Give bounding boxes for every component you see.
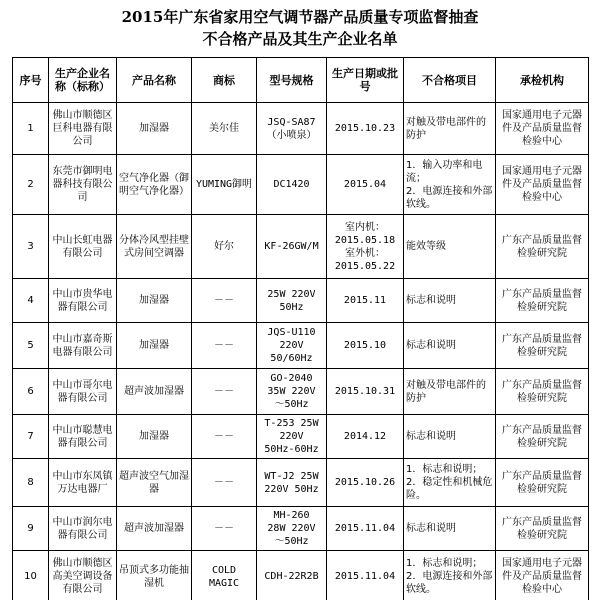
- cell-index: [13, 551, 49, 600]
- cell-date-text: 2015.11.04: [334, 571, 396, 582]
- cell-brand-text: －－: [214, 295, 234, 306]
- cell-company-text: 中山市东凤镇万达电器厂: [52, 470, 113, 495]
- table-row: [13, 215, 589, 279]
- cell-date-text: 2015.04: [343, 179, 387, 190]
- cell-date-text: 2015.10: [343, 340, 387, 351]
- cell-model-text: GO-2040 35W 220V ～50Hz: [267, 373, 316, 410]
- cell-date: [327, 415, 404, 459]
- header-cell: 生产日期或批号: [327, 58, 404, 103]
- cell-model-text: KF-26GW/M: [264, 241, 319, 252]
- cell-date: [327, 369, 404, 415]
- cell-company-text: 中山市润尔电器有限公司: [52, 516, 113, 541]
- cell-product: [117, 459, 192, 507]
- header-cell: 型号规格: [257, 58, 327, 103]
- cell-brand: [192, 103, 257, 155]
- cell-lab-text: 国家通用电子元器件及产品质量监督检验中心: [502, 166, 582, 203]
- table-row: [13, 369, 589, 415]
- cell-date: [327, 551, 404, 600]
- cell-product: [117, 279, 192, 323]
- header-cell: 不合格项目: [404, 58, 496, 103]
- table-row: [13, 103, 589, 155]
- cell-product-text: 吊顶式多功能抽湿机: [119, 564, 189, 589]
- cell-brand-text: YUMING御明: [195, 179, 253, 190]
- cell-brand: [192, 323, 257, 369]
- cell-index-text: 8: [27, 477, 34, 488]
- cell-product-text: 加湿器: [139, 340, 169, 351]
- cell-company-text: 东莞市御明电器科技有限公司: [52, 166, 113, 203]
- cell-defect-text: 标志和说明: [406, 340, 456, 351]
- cell-product-text: 空气净化器（御明空气净化器）: [119, 172, 189, 197]
- cell-index-text: 10: [24, 571, 37, 582]
- cell-defect: [404, 155, 496, 215]
- cell-company: [49, 103, 117, 155]
- cell-model-text: WT-J2 25W 220V 50Hz: [264, 470, 319, 495]
- cell-company: [49, 369, 117, 415]
- cell-company-text: 中山市聪慧电器有限公司: [52, 424, 113, 449]
- cell-lab: [496, 103, 589, 155]
- header-cell: 承检机构: [496, 58, 589, 103]
- cell-product-text: 超声波加湿器: [124, 386, 184, 397]
- cell-product: [117, 415, 192, 459]
- cell-company: [49, 507, 117, 551]
- cell-model: [257, 415, 327, 459]
- cell-brand-text: －－: [214, 477, 234, 488]
- cell-company: [49, 415, 117, 459]
- cell-brand: [192, 215, 257, 279]
- title-line-2: 不合格产品及其生产企业名单: [202, 30, 398, 48]
- cell-brand: [192, 155, 257, 215]
- cell-model: [257, 507, 327, 551]
- cell-product: [117, 507, 192, 551]
- cell-product-text: 超声波空气加湿器: [119, 470, 189, 495]
- cell-defect-text: 1．输入功率和电流； 2．电源连接和外部软线。: [406, 159, 493, 210]
- cell-index: [13, 155, 49, 215]
- cell-product: [117, 551, 192, 600]
- cell-index-text: 9: [27, 523, 34, 534]
- cell-company: [49, 323, 117, 369]
- header-cell: 产品名称: [117, 58, 192, 103]
- cell-defect-text: 标志和说明: [406, 523, 456, 534]
- cell-lab-text: 广东产品质量监督检验研究院: [502, 424, 582, 449]
- cell-index-text: 1: [27, 123, 34, 134]
- cell-company: [49, 459, 117, 507]
- table-row: [13, 551, 589, 600]
- cell-model: [257, 323, 327, 369]
- cell-product-text: 分体冷风型挂壁式房间空调器: [119, 234, 189, 259]
- cell-index: [13, 279, 49, 323]
- cell-lab-text: 国家通用电子元器件及产品质量监督检验中心: [502, 110, 582, 147]
- cell-product: [117, 323, 192, 369]
- cell-date-text: 2015.10.31: [334, 386, 396, 397]
- table-row: [13, 415, 589, 459]
- cell-product-text: 超声波加湿器: [124, 523, 184, 534]
- cell-product: [117, 103, 192, 155]
- cell-lab-text: 广东产品质量监督检验研究院: [502, 470, 582, 495]
- cell-index: [13, 103, 49, 155]
- cell-defect: [404, 103, 496, 155]
- cell-date-text: 2015.10.23: [334, 123, 396, 134]
- cell-defect-text: 对触及带电部件的防护: [406, 379, 486, 404]
- cell-brand-text: －－: [214, 523, 234, 534]
- nonconforming-products-table: [12, 57, 589, 600]
- cell-lab-text: 广东产品质量监督检验研究院: [502, 333, 582, 358]
- cell-brand: [192, 369, 257, 415]
- table-row: [13, 323, 589, 369]
- cell-product: [117, 155, 192, 215]
- cell-lab-text: 广东产品质量监督检验研究院: [502, 516, 582, 541]
- cell-lab: [496, 279, 589, 323]
- cell-index-text: 3: [27, 241, 34, 252]
- cell-lab-text: 广东产品质量监督检验研究院: [502, 234, 582, 259]
- cell-defect-text: 对触及带电部件的防护: [406, 116, 486, 141]
- cell-index-text: 6: [27, 386, 34, 397]
- cell-lab: [496, 369, 589, 415]
- cell-index: [13, 323, 49, 369]
- cell-defect: [404, 551, 496, 600]
- cell-lab: [496, 507, 589, 551]
- cell-product: [117, 369, 192, 415]
- cell-company-text: 佛山市顺德区巨科电器有限公司: [52, 110, 113, 147]
- cell-date: [327, 155, 404, 215]
- cell-defect: [404, 323, 496, 369]
- cell-defect-text: 能效等级: [406, 241, 446, 252]
- cell-date: [327, 279, 404, 323]
- cell-defect-text: 标志和说明: [406, 431, 456, 442]
- header-cell: 生产企业名称（标称）: [49, 58, 117, 103]
- cell-defect-text: 1．标志和说明； 2．稳定性和机械危险。: [406, 464, 493, 501]
- cell-lab: [496, 215, 589, 279]
- cell-defect-text: 标志和说明: [406, 295, 456, 306]
- cell-company-text: 中山长虹电器有限公司: [52, 234, 113, 259]
- cell-defect: [404, 369, 496, 415]
- cell-product-text: 加湿器: [139, 123, 169, 134]
- cell-product-text: 加湿器: [139, 431, 169, 442]
- table-header-row: [13, 58, 589, 103]
- cell-brand-text: －－: [214, 386, 234, 397]
- cell-date: [327, 215, 404, 279]
- cell-date-text: 室内机： 2015.05.18 室外机： 2015.05.22: [334, 221, 396, 272]
- cell-brand-text: COLD MAGIC: [208, 564, 240, 589]
- cell-company: [49, 551, 117, 600]
- cell-lab: [496, 323, 589, 369]
- cell-brand-text: 美尔佳: [209, 123, 239, 134]
- cell-model-text: MH-260 28W 220V ～50Hz: [267, 510, 316, 547]
- cell-defect: [404, 459, 496, 507]
- cell-lab-text: 国家通用电子元器件及产品质量监督检验中心: [502, 558, 582, 595]
- cell-model: [257, 279, 327, 323]
- cell-model-text: JQS-U110 220V 50/60Hz: [267, 327, 316, 364]
- header-cell: 序号: [13, 58, 49, 103]
- cell-brand: [192, 415, 257, 459]
- cell-company-text: 中山市嘉奇斯电器有限公司: [52, 333, 113, 358]
- cell-index-text: 5: [27, 340, 34, 351]
- cell-index-text: 4: [27, 295, 34, 306]
- cell-index-text: 7: [27, 431, 34, 442]
- cell-lab-text: 广东产品质量监督检验研究院: [502, 288, 582, 313]
- cell-company-text: 中山市贵华电器有限公司: [52, 288, 113, 313]
- cell-date-text: 2015.11: [343, 295, 387, 306]
- cell-model-text: JSQ-SA87 （小喷泉）: [266, 116, 317, 141]
- table-row: [13, 155, 589, 215]
- cell-brand: [192, 459, 257, 507]
- cell-company: [49, 279, 117, 323]
- cell-model: [257, 551, 327, 600]
- cell-lab: [496, 155, 589, 215]
- cell-model: [257, 215, 327, 279]
- cell-product: [117, 215, 192, 279]
- table-row: [13, 459, 589, 507]
- cell-company: [49, 155, 117, 215]
- cell-model: [257, 103, 327, 155]
- cell-defect: [404, 507, 496, 551]
- cell-brand: [192, 279, 257, 323]
- cell-index: [13, 459, 49, 507]
- cell-date: [327, 507, 404, 551]
- cell-lab: [496, 415, 589, 459]
- cell-model-text: CDH-22R2B: [264, 571, 319, 582]
- table-row: [13, 279, 589, 323]
- cell-defect: [404, 215, 496, 279]
- cell-date: [327, 459, 404, 507]
- cell-brand-text: －－: [214, 431, 234, 442]
- cell-brand-text: －－: [214, 340, 234, 351]
- cell-defect: [404, 415, 496, 459]
- cell-date-text: 2014.12: [343, 431, 387, 442]
- cell-defect-text: 1．标志和说明； 2．电源连接和外部软线。: [406, 558, 493, 595]
- cell-model-text: T-253 25W 220V 50Hz-60Hz: [264, 418, 319, 455]
- cell-index: [13, 415, 49, 459]
- cell-date: [327, 103, 404, 155]
- cell-product-text: 加湿器: [139, 295, 169, 306]
- cell-index: [13, 507, 49, 551]
- cell-index-text: 2: [27, 179, 34, 190]
- cell-company-text: 佛山市顺德区高美空调设备有限公司: [52, 558, 113, 595]
- cell-model: [257, 459, 327, 507]
- cell-brand: [192, 507, 257, 551]
- cell-defect: [404, 279, 496, 323]
- cell-model-text: DC1420: [273, 179, 310, 190]
- cell-index: [13, 215, 49, 279]
- cell-model-text: 25W 220V 50Hz: [267, 288, 316, 313]
- title-line-1: 2015年广东省家用空气调节器产品质量专项监督抽查: [121, 8, 479, 26]
- cell-date-text: 2015.11.04: [334, 523, 396, 534]
- table-row: [13, 507, 589, 551]
- cell-date-text: 2015.10.26: [334, 477, 396, 488]
- cell-date: [327, 323, 404, 369]
- header-cell: 商标: [192, 58, 257, 103]
- cell-model: [257, 369, 327, 415]
- cell-lab-text: 广东产品质量监督检验研究院: [502, 379, 582, 404]
- cell-brand: [192, 551, 257, 600]
- cell-lab: [496, 551, 589, 600]
- cell-company: [49, 215, 117, 279]
- cell-index: [13, 369, 49, 415]
- cell-company-text: 中山市哥尔电器有限公司: [52, 379, 113, 404]
- cell-model: [257, 155, 327, 215]
- cell-lab: [496, 459, 589, 507]
- cell-brand-text: 好尔: [214, 241, 234, 252]
